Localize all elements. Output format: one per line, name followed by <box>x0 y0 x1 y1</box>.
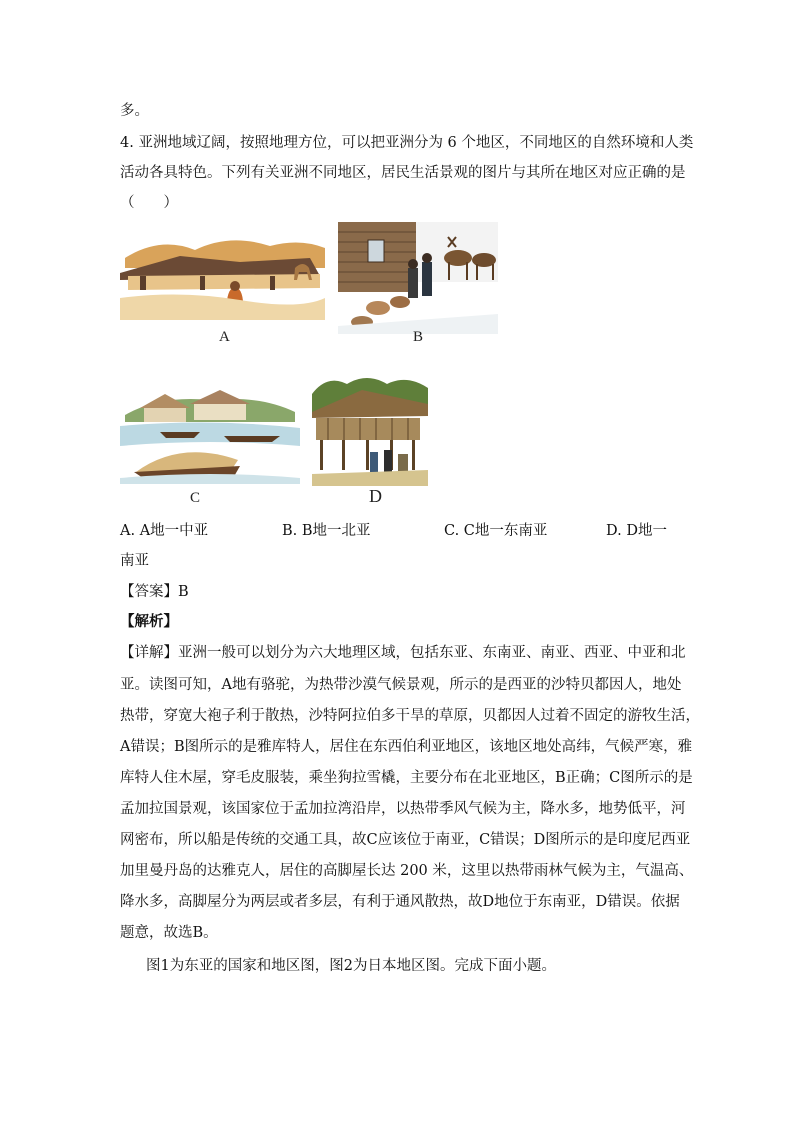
option-d: D. D地一 <box>606 523 667 539</box>
option-d-continued: 南亚 <box>120 553 149 569</box>
analysis-line: 加里曼丹岛的达雅克人，居住的高脚屋长达 200 米，这里以热带雨林气候为主，气温高、 <box>120 863 694 879</box>
analysis-line: 网密布，所以船是传统的交通工具，故C应该位于南亚，C错误；D图所示的是印度尼西亚 <box>120 832 691 848</box>
figure-d-stilt-longhouse <box>312 374 428 486</box>
figure-b-label: B <box>413 329 424 345</box>
figure-b-wooden-house-reindeer <box>338 222 498 334</box>
figure-d-label: D <box>369 486 382 506</box>
option-b: B. B地一北亚 <box>282 523 371 539</box>
figure-c-label: C <box>190 490 201 506</box>
analysis-line: 孟加拉国景观，该国家位于孟加拉湾沿岸，以热带季风气候为主，降水多，地势低平，河 <box>120 801 686 817</box>
answer: 【答案】B <box>120 584 189 600</box>
next-question-prompt: 图1为东亚的国家和地区图，图2为日本地区图。完成下面小题。 <box>146 958 556 974</box>
option-c: C. C地一东南亚 <box>444 523 548 539</box>
analysis-line: 【详解】亚洲一般可以划分为六大地理区域，包括东亚、东南亚、南亚、西亚、中亚和北 <box>120 645 686 661</box>
intro-tail: 多。 <box>120 103 149 119</box>
option-a: A. A地一中亚 <box>120 523 209 539</box>
figure-a-label: A <box>219 329 230 345</box>
figure-c-river-boats <box>120 380 300 484</box>
question-blank: （ ） <box>120 195 178 211</box>
analysis-line: 热带，穿宽大袍子利于散热，沙特阿拉伯多干旱的草原，贝都因人过着不固定的游牧生活， <box>120 708 700 724</box>
question-line-1: 4. 亚洲地域辽阔，按照地理方位，可以把亚洲分为 6 个地区，不同地区的自然环境和人类 <box>120 135 694 151</box>
analysis-line: 库特人住木屋，穿毛皮服装，乘坐狗拉雪橇，主要分布在北亚地区，B正确；C图所示的是 <box>120 770 693 786</box>
figure-a-desert-tent <box>120 228 325 320</box>
analysis-line: 亚。读图可知，A地有骆驼，为热带沙漠气候景观，所示的是西亚的沙特贝都因人，地处 <box>120 677 682 693</box>
analysis-line: 降水多，高脚屋分为两层或者多层，有利于通风散热，故D地位于东南亚，D错误。依据 <box>120 894 680 910</box>
question-line-2: 活动各具特色。下列有关亚洲不同地区，居民生活景观的图片与其所在地区对应正确的是 <box>120 165 686 181</box>
analysis-line: A错误；B图所示的是雅库特人，居住在东西伯利亚地区，该地区地处高纬，气候严寒，雅 <box>120 739 693 755</box>
analysis-line: 题意，故选B。 <box>120 925 218 941</box>
analysis-heading: 【解析】 <box>120 613 178 630</box>
